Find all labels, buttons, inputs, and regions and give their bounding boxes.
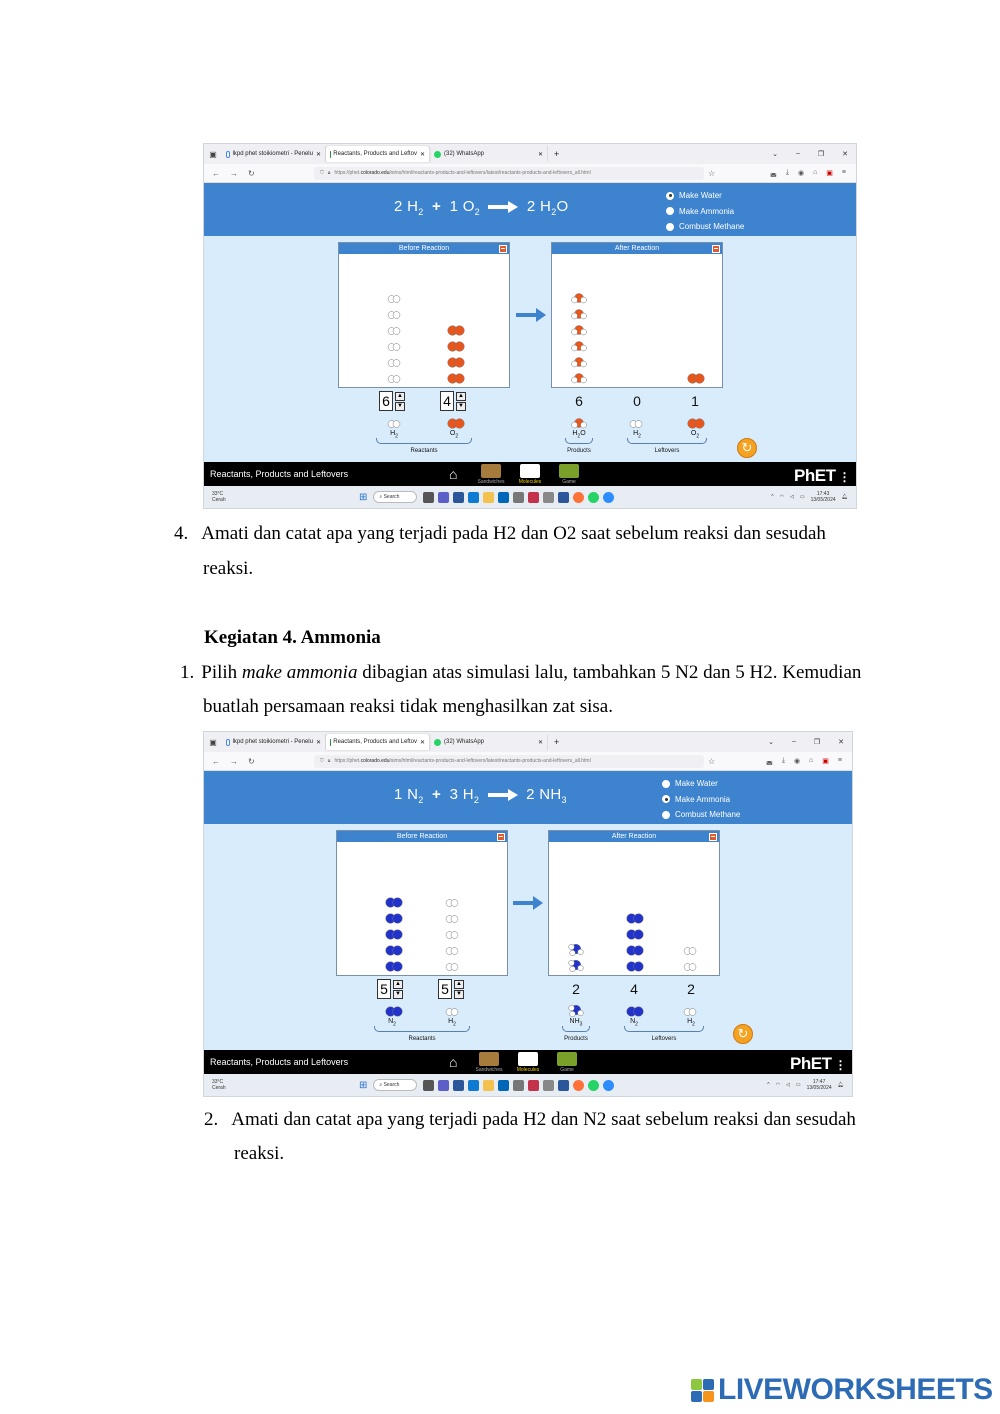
h2o-label: $H_2O$ <box>572 430 586 440</box>
store-icon[interactable] <box>498 492 509 503</box>
back-icon[interactable]: ← <box>212 168 220 178</box>
n2-molecule-icon <box>626 943 644 961</box>
section-heading: Kegiatan 4. Ammonia <box>204 627 381 648</box>
h2-molecule-icon <box>387 323 401 341</box>
o2-leftover-count: 1 <box>691 393 699 409</box>
h2-molecule-icon <box>387 307 401 325</box>
sim-title: Reactants, Products and Leftovers <box>210 469 349 479</box>
h2-molecule-icon <box>445 927 459 945</box>
activity-1: 1. Pilih make ammonia dibagian atas simulasi lalu, tambahkan 5 N2 dan 5 H2. Kemudian <box>180 662 862 683</box>
browser-tab-bar <box>204 732 852 752</box>
account-icon[interactable]: ◉ <box>797 170 805 177</box>
spinner-up-icon: ▲ <box>395 392 405 401</box>
h2-molecule-icon <box>683 943 697 961</box>
battery-icon[interactable]: ▭ <box>799 494 805 500</box>
firefox-icon[interactable] <box>573 492 584 503</box>
h2-label: $H_2$ <box>390 430 398 440</box>
options-menu-icon: ⋮ <box>834 1058 846 1072</box>
minimize-icon[interactable]: – <box>791 738 796 745</box>
google-icon <box>226 151 230 158</box>
notification-icon[interactable]: 🔔︎ <box>841 494 848 500</box>
taskbar-search[interactable]: ⌕ Search <box>373 491 417 503</box>
spinner-up-icon: ▲ <box>456 392 466 401</box>
browser-tab-bar <box>204 144 856 164</box>
n2-quantity-spinner[interactable] <box>377 979 403 999</box>
spinner-down-icon: ▼ <box>456 402 466 411</box>
teams-icon[interactable] <box>438 1080 449 1091</box>
word-icon[interactable] <box>558 1080 569 1091</box>
zoom-icon[interactable] <box>603 492 614 503</box>
h2o-product-count: 6 <box>575 393 583 409</box>
n2-molecule-icon <box>385 927 403 945</box>
products-brace <box>565 438 593 444</box>
reaction-equation: 1 $N_2 + 3$ $H_2$ 2 $NH_3$ <box>394 786 567 805</box>
restore-icon[interactable]: ❐ <box>813 739 821 746</box>
o2-molecule-icon <box>447 355 465 373</box>
windows-start-icon[interactable]: ⊞ <box>359 491 368 503</box>
sim-header <box>204 771 852 824</box>
screen-game[interactable]: Game <box>547 1052 587 1073</box>
menu-icon[interactable]: ≡ <box>841 169 846 176</box>
reset-button[interactable]: ↻ <box>733 1024 753 1044</box>
reactants-brace <box>374 1026 470 1032</box>
menu-icon[interactable]: ≡ <box>837 757 842 764</box>
n2-molecule-icon <box>385 911 403 929</box>
liveworksheets-mark-icon <box>691 1379 714 1402</box>
extensions-icon[interactable]: ⌂ <box>813 169 818 176</box>
yields-arrow-icon <box>488 201 518 213</box>
zoom-icon[interactable] <box>603 1080 614 1091</box>
spinner-up-icon: ▲ <box>393 980 403 989</box>
task-view-icon[interactable] <box>423 1080 434 1091</box>
h2o-molecule-icon <box>571 307 587 325</box>
h2-label: $H_2$ <box>448 1018 456 1028</box>
before-reaction-box <box>338 242 510 388</box>
tab-title: lkpd phet stoikiometri - Penelu <box>232 739 313 745</box>
address-bar <box>204 752 852 771</box>
question-4-line2: reaksi. <box>203 558 254 579</box>
phet-logo[interactable]: PhET ⋮ <box>794 466 850 485</box>
url-prefix: https://phet. <box>334 758 361 764</box>
firefox-icon[interactable] <box>573 1080 584 1091</box>
taskbar-search[interactable]: ⌕ Search <box>373 1079 417 1091</box>
h2o-molecule-icon <box>571 339 587 357</box>
system-tray <box>771 491 856 503</box>
pdf-icon[interactable]: ▣ <box>826 170 833 177</box>
plus-icon: + <box>432 786 442 803</box>
option-combust-methane[interactable]: Combust Methane <box>662 807 740 823</box>
h2-leftover-count: 2 <box>687 981 695 997</box>
url-field[interactable] <box>314 167 704 180</box>
sim-navigation-bar <box>204 1050 852 1076</box>
reactants-label: Reactants <box>408 1036 436 1042</box>
url-prefix: https://phet. <box>334 170 361 176</box>
question-4: 4. Amati dan catat apa yang terjadi pada H2 dan O2 saat sebelum reaksi dan sesudah <box>174 523 826 544</box>
after-reaction-title: After Reaction <box>614 245 660 252</box>
h2-molecule-icon <box>683 959 697 977</box>
screenshot-make-ammonia <box>203 731 853 1097</box>
chevron-down-icon[interactable]: ⌄ <box>768 739 774 746</box>
back-icon[interactable]: ← <box>212 756 220 766</box>
wifi-icon[interactable]: ◠ <box>779 494 785 500</box>
task-view-icon[interactable] <box>423 492 434 503</box>
sim-header <box>204 183 856 236</box>
close-icon[interactable]: ✕ <box>315 739 321 746</box>
sim-navigation-bar <box>204 462 856 488</box>
collapse-icon[interactable] <box>709 833 717 841</box>
n2-leftover-label: $N_2$ <box>630 1018 638 1028</box>
reaction-arrow-icon <box>513 896 543 910</box>
app-icon[interactable] <box>528 1080 539 1091</box>
browser-tab-active[interactable] <box>326 734 430 750</box>
option-make-water[interactable]: Make Water <box>666 188 744 204</box>
h2-molecule-icon <box>445 959 459 977</box>
screen-molecules[interactable]: Molecules <box>508 1052 548 1073</box>
forward-icon[interactable]: → <box>230 168 238 178</box>
chevron-up-icon[interactable]: ^ <box>771 494 774 500</box>
collapse-icon[interactable] <box>499 245 507 253</box>
leftovers-brace <box>627 438 707 444</box>
url-path: /sims/html/reactants-products-and-leftovers/latest/reactants-products-and-leftovers_all.html <box>389 758 591 764</box>
download-icon[interactable]: ⤓ <box>785 169 789 176</box>
store-icon[interactable] <box>498 1080 509 1091</box>
after-reaction-title: After Reaction <box>611 833 657 840</box>
leftovers-brace <box>624 1026 704 1032</box>
tab-title: (32) WhatsApp <box>444 151 485 157</box>
whatsapp-icon[interactable] <box>588 1080 599 1091</box>
address-bar <box>204 164 856 183</box>
plus-icon: + <box>432 198 442 215</box>
o2-molecule-icon <box>447 323 465 341</box>
leftovers-label: Leftovers <box>654 448 680 454</box>
lock-icon: 🔒︎ <box>327 758 331 764</box>
collapse-icon[interactable] <box>497 833 505 841</box>
spinner-down-icon: ▼ <box>395 402 405 411</box>
windows-start-icon[interactable]: ⊞ <box>359 1079 368 1091</box>
h2-count: 5 <box>438 979 452 999</box>
close-icon[interactable]: ✕ <box>537 739 543 746</box>
new-tab-icon[interactable]: + <box>554 737 560 747</box>
volume-icon[interactable]: ◁ <box>790 494 794 500</box>
screen-sandwiches[interactable]: Sandwiches <box>471 464 511 485</box>
lock-icon: 🔒︎ <box>327 170 331 176</box>
close-icon[interactable]: ✕ <box>537 151 543 158</box>
h2o-molecule-icon <box>571 355 587 373</box>
close-icon[interactable]: ✕ <box>315 151 321 158</box>
collapse-icon[interactable] <box>712 245 720 253</box>
extensions-icon[interactable]: ⌂ <box>809 757 814 764</box>
n2-count: 5 <box>377 979 391 999</box>
system-tray <box>767 1079 852 1091</box>
h2-molecule-icon <box>445 943 459 961</box>
whatsapp-icon[interactable] <box>588 492 599 503</box>
h2-molecule-icon <box>387 355 401 373</box>
liveworksheets-logo <box>691 1373 993 1407</box>
n2-molecule-icon <box>385 943 403 961</box>
radio-icon <box>666 207 674 215</box>
browser-tab[interactable] <box>430 734 548 750</box>
pocket-icon[interactable]: ◛ <box>770 170 777 177</box>
bookmark-star-icon[interactable]: ☆ <box>708 168 716 178</box>
close-icon[interactable]: ✕ <box>419 151 425 158</box>
h2o-molecule-icon <box>571 371 587 389</box>
products-label: Products <box>567 448 591 454</box>
radio-icon <box>662 780 670 788</box>
taskbar-apps <box>423 1080 614 1091</box>
bookmark-star-icon[interactable]: ☆ <box>708 756 716 766</box>
reactants-brace <box>376 438 472 444</box>
file-explorer-icon[interactable] <box>483 1080 494 1091</box>
liveworksheets-wordmark: LIVEWORKSHEETS <box>718 1373 993 1406</box>
reactants-label: Reactants <box>410 448 438 454</box>
spinner-up-icon: ▲ <box>454 980 464 989</box>
tab-list-icon[interactable]: ▣ <box>209 149 217 159</box>
home-icon[interactable]: ⌂ <box>449 1054 458 1070</box>
reload-icon[interactable]: ↻ <box>248 168 255 178</box>
app-icon[interactable] <box>543 1080 554 1091</box>
word-icon[interactable] <box>453 1080 464 1091</box>
h2-leftover-label: $H_2$ <box>687 1018 695 1028</box>
h2-molecule-icon <box>387 339 401 357</box>
products-brace <box>562 1026 590 1032</box>
reaction-arrow-icon <box>516 308 546 322</box>
url-domain: colorado.edu <box>360 170 390 176</box>
download-icon[interactable]: ⤓ <box>781 757 785 764</box>
forward-icon[interactable]: → <box>230 756 238 766</box>
whatsapp-icon <box>434 151 441 158</box>
browser-tab[interactable] <box>430 146 548 162</box>
spinner-down-icon: ▼ <box>454 990 464 999</box>
reaction-options <box>662 776 740 823</box>
activity-2-line2: reaksi. <box>234 1143 285 1164</box>
o2-molecule-icon <box>447 371 465 389</box>
before-reaction-title: Before Reaction <box>398 245 450 252</box>
teams-icon[interactable] <box>438 492 449 503</box>
option-make-ammonia[interactable]: Make Ammonia <box>662 792 740 808</box>
pocket-icon[interactable]: ◛ <box>766 758 773 765</box>
chevron-up-icon[interactable]: ^ <box>767 1082 770 1088</box>
h2-quantity-spinner[interactable] <box>379 391 405 411</box>
browser-tab[interactable] <box>222 146 326 162</box>
battery-icon[interactable]: ▭ <box>795 1082 801 1088</box>
h2o-molecule-icon <box>571 323 587 341</box>
n2-molecule-icon <box>385 959 403 977</box>
spinner-down-icon: ▼ <box>393 990 403 999</box>
products-label: Products <box>564 1036 588 1042</box>
options-menu-icon: ⋮ <box>838 470 850 484</box>
radio-icon <box>666 192 674 200</box>
before-reaction-title: Before Reaction <box>396 833 448 840</box>
o2-molecule-icon <box>687 371 705 389</box>
n2-molecule-icon <box>385 895 403 913</box>
option-combust-methane[interactable]: Combust Methane <box>666 219 744 235</box>
home-icon[interactable]: ⌂ <box>449 466 458 482</box>
h2-molecule-icon <box>445 895 459 913</box>
activity-2: 2. Amati dan catat apa yang terjadi pada H2 dan N2 saat sebelum reaksi dan sesudah <box>204 1109 856 1130</box>
h2o-molecule-icon <box>571 291 587 309</box>
weather-widget[interactable]: 33°C Cerah <box>212 1079 226 1091</box>
new-tab-icon[interactable]: + <box>554 149 560 159</box>
screen-game[interactable]: Game <box>549 464 589 485</box>
file-explorer-icon[interactable] <box>483 492 494 503</box>
app-icon[interactable] <box>543 492 554 503</box>
windows-taskbar <box>204 1074 852 1096</box>
shield-icon: ⛉ <box>320 170 324 176</box>
n2-leftover-count: 4 <box>630 981 638 997</box>
h2-molecule-icon <box>387 291 401 309</box>
o2-label: $O_2$ <box>449 430 459 440</box>
tab-title: (32) WhatsApp <box>444 739 485 745</box>
o2-quantity-spinner[interactable] <box>440 391 466 411</box>
h2-leftover-label: $H_2$ <box>633 430 641 440</box>
before-reaction-box <box>336 830 508 976</box>
nh3-molecule-icon <box>568 959 584 977</box>
volume-icon[interactable]: ◁ <box>786 1082 790 1088</box>
url-field[interactable] <box>314 755 704 768</box>
reaction-options <box>666 188 744 235</box>
tab-list-icon[interactable]: ▣ <box>209 737 217 747</box>
shield-icon: ⛉ <box>320 758 324 764</box>
chevron-down-icon[interactable]: ⌄ <box>772 151 778 158</box>
nh3-label: $NH_3$ <box>569 1018 583 1028</box>
activity-1-line2: buatlah persamaan reaksi tidak menghasilkan zat sisa. <box>203 696 613 717</box>
nh3-product-count: 2 <box>572 981 580 997</box>
google-icon <box>226 739 230 746</box>
screen-molecules[interactable]: Molecules <box>510 464 550 485</box>
browser-tab[interactable] <box>222 734 326 750</box>
radio-icon <box>662 795 670 803</box>
radio-icon <box>662 811 670 819</box>
sim-title: Reactants, Products and Leftovers <box>210 1057 349 1067</box>
edge-icon[interactable] <box>468 492 479 503</box>
clock[interactable]: 17:47 13/05/2024 <box>806 1079 832 1091</box>
nh3-molecule-icon <box>568 943 584 961</box>
n2-molecule-icon <box>626 927 644 945</box>
taskbar-apps <box>423 492 614 503</box>
url-domain: colorado.edu <box>360 758 390 764</box>
close-icon[interactable]: ✕ <box>419 739 425 746</box>
tab-title: Reactants, Products and Leftov <box>333 151 417 157</box>
leftovers-label: Leftovers <box>651 1036 677 1042</box>
restore-icon[interactable]: ❐ <box>817 151 825 158</box>
whatsapp-icon <box>434 739 441 746</box>
close-window-icon[interactable]: ✕ <box>838 739 844 746</box>
h2-count: 6 <box>379 391 393 411</box>
wifi-icon[interactable]: ◠ <box>775 1082 781 1088</box>
screenshot-make-water <box>203 143 857 509</box>
pdf-icon[interactable]: ▣ <box>822 758 829 765</box>
url-path: /sims/html/reactants-products-and-leftovers/latest/reactants-products-and-leftovers_all.html <box>389 170 591 176</box>
h2-leftover-count: 0 <box>633 393 641 409</box>
tab-title: Reactants, Products and Leftov <box>333 739 417 745</box>
account-icon[interactable]: ◉ <box>793 758 801 765</box>
radio-icon <box>666 223 674 231</box>
weather-widget[interactable]: 33°C Cerah <box>212 491 226 503</box>
option-make-ammonia[interactable]: Make Ammonia <box>666 204 744 220</box>
browser-tab-active[interactable] <box>326 146 430 162</box>
clock[interactable]: 17:43 13/05/2024 <box>810 491 836 503</box>
h2-quantity-spinner[interactable] <box>438 979 464 999</box>
o2-molecule-icon <box>447 339 465 357</box>
reload-icon[interactable]: ↻ <box>248 756 255 766</box>
o2-leftover-label: $O_2$ <box>690 430 700 440</box>
app-icon[interactable] <box>528 492 539 503</box>
app-icon[interactable] <box>513 1080 524 1091</box>
phet-logo[interactable]: PhET ⋮ <box>790 1054 846 1073</box>
reaction-equation: 2 $H_2 + 1$ $O_2$ 2 $H_2O$ <box>394 198 569 217</box>
yields-arrow-icon <box>488 789 518 801</box>
n2-molecule-icon <box>626 911 644 929</box>
h2-molecule-icon <box>445 911 459 929</box>
screen-sandwiches[interactable]: Sandwiches <box>469 1052 509 1073</box>
h2-molecule-icon <box>387 371 401 389</box>
n2-molecule-icon <box>626 959 644 977</box>
n2-label: $N_2$ <box>388 1018 396 1028</box>
close-window-icon[interactable]: ✕ <box>842 151 848 158</box>
word-icon[interactable] <box>453 492 464 503</box>
app-icon[interactable] <box>513 492 524 503</box>
tab-title: lkpd phet stoikiometri - Penelu <box>232 151 313 157</box>
minimize-icon[interactable]: – <box>795 150 800 157</box>
option-make-water[interactable]: Make Water <box>662 776 740 792</box>
word-icon[interactable] <box>558 492 569 503</box>
edge-icon[interactable] <box>468 1080 479 1091</box>
windows-taskbar <box>204 486 856 508</box>
reset-button[interactable]: ↻ <box>737 438 757 458</box>
notification-icon[interactable]: 🔔︎ <box>837 1082 844 1088</box>
o2-count: 4 <box>440 391 454 411</box>
